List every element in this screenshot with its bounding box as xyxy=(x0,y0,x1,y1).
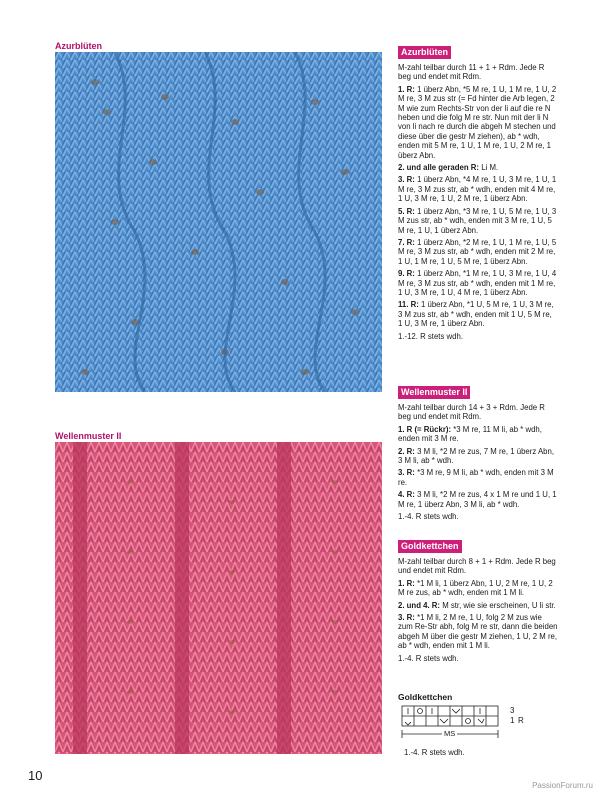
wellenmuster-swatch-photo xyxy=(55,442,382,754)
section-title: Azurblüten xyxy=(398,46,451,59)
row-instruction: 2. und 4. R: M str, wie sie erscheinen, U li str. xyxy=(398,600,556,610)
row-instruction: 4. R: 3 M li, *2 M re zus, 4 x 1 M re und 1 U, 1 M re, 1 überz Abn, 3 M li, ab * wdh. xyxy=(398,490,557,509)
image-title-azurblueten: Azurblüten xyxy=(55,41,102,51)
row-instruction: 1. R: 1 überz Abn, *5 M re, 1 U, 1 M re, 1 U, 2 M re, 3 M zus str (= Fd hinter die Arb legen, 2 M wie zum Rechts-Str von der li auf die re N heben und die folg M re str. Nun mit der li N von li nach re durch die abgeh M stechen und diese über die gestr M ziehen), ab * wdh, enden mit 5 M re, 1 U, 1 M re, 1 U, 2 M re, 1 überz Abn. xyxy=(398,84,557,160)
section-intro: M-zahl teilbar durch 8 + 1 + Rdm. Jede R beg und endet mit Rdm. xyxy=(398,557,556,576)
section-footer: 1.-12. R stets wdh. xyxy=(398,331,464,341)
row-instruction: 9. R: 1 überz Abn, *1 M re, 1 U, 3 M re, 1 U, 4 M re, 3 M zus str, ab * wdh, enden mit 1 M re, 1 U, 3 M re, 1 U, 4 M re, 1 überz Abn. xyxy=(398,269,557,297)
row-instruction: 3. R: *3 M re, 9 M li, ab * wdh, enden mit 3 M re. xyxy=(398,468,554,487)
chart-row-suffix: R xyxy=(518,716,524,725)
chart-ms-label: MS xyxy=(444,729,456,738)
row-instruction: 3. R: 1 überz Abn, *4 M re, 1 U, 3 M re, 1 U, 1 M re, 3 M zus str, ab * wdh, enden mit 4 M re, 1 U, 3 M re, 1 U, 2 M re, 1 überz Abn. xyxy=(398,175,557,204)
row-instruction: 3. R: *1 M li, 2 M re, 1 U, folg 2 M zus wie zum Re-Str abh, folg M re str, dann die beiden abgeh M über die gestr M ziehen, 1 U, 2 M re, ab * wdh, enden mit 1 M li. xyxy=(398,613,558,651)
page-number: 10 xyxy=(28,768,43,783)
row-instruction: 11. R: 1 überz Abn, *1 U, 5 M re, 1 U, 3 M re, 3 M zus str, ab * wdh, enden mit 1 U, 5 M re, 1 U, 3 M re, 1 überz Abn. xyxy=(398,300,554,329)
row-instruction: 1. R (= Rückr): *3 M re, 11 M li, ab * wdh, enden mit 3 M re. xyxy=(398,424,542,444)
section-footer: 1.-4. R stets wdh. xyxy=(398,653,459,663)
azurblueten-swatch-photo xyxy=(55,52,382,392)
section-wellenmuster xyxy=(398,382,558,524)
chart-row-1: 1 xyxy=(510,716,515,725)
section-intro: M-zahl teilbar durch 11 + 1 + Rdm. Jede R beg und endet mit Rdm. xyxy=(398,63,545,82)
chart-title: Goldkettchen xyxy=(398,692,453,702)
row-instruction: 1. R: *1 M li, 1 überz Abn, 1 U, 2 M re, 1 U, 2 M re zus, ab * wdh, enden mit 1 M li. xyxy=(398,578,553,598)
section-azurblueten xyxy=(398,42,558,344)
row-instruction: 2. und alle geraden R: Li M. xyxy=(398,163,499,173)
section-goldkettchen xyxy=(398,536,558,666)
chart-row-3: 3 xyxy=(510,706,515,715)
knitting-chart xyxy=(398,688,558,757)
row-instruction: 2. R: 3 M li, *2 M re zus, 7 M re, 1 überz Abn, 3 M li, ab * wdh. xyxy=(398,446,555,466)
site-footer: PassionForum.ru xyxy=(532,781,593,790)
chart-footer: 1.-4. R stets wdh. xyxy=(404,748,465,757)
row-instruction: 5. R: 1 überz Abn, *3 M re, 1 U, 5 M re, 1 U, 3 M zus str, ab * wdh, enden mit 3 M re, 1 U, 5 M re, 1 U, 1 überz Abn. xyxy=(398,206,557,235)
image-title-wellenmuster: Wellenmuster II xyxy=(55,431,122,441)
row-instruction: 7. R: 1 überz Abn, *2 M re, 1 U, 1 M re, 1 U, 5 M re, 3 M zus str, ab * wdh, enden mit 2 M re, 1 U, 1 M re, 1 U, 5 M re, 1 überz Abn. xyxy=(398,237,557,266)
section-title: Goldkettchen xyxy=(398,540,462,553)
section-intro: M-zahl teilbar durch 14 + 3 + Rdm. Jede R beg und endet mit Rdm. xyxy=(398,403,545,422)
section-title: Wellenmuster II xyxy=(398,386,470,399)
chart-grid xyxy=(398,704,558,748)
section-footer: 1.-4. R stets wdh. xyxy=(398,512,459,522)
